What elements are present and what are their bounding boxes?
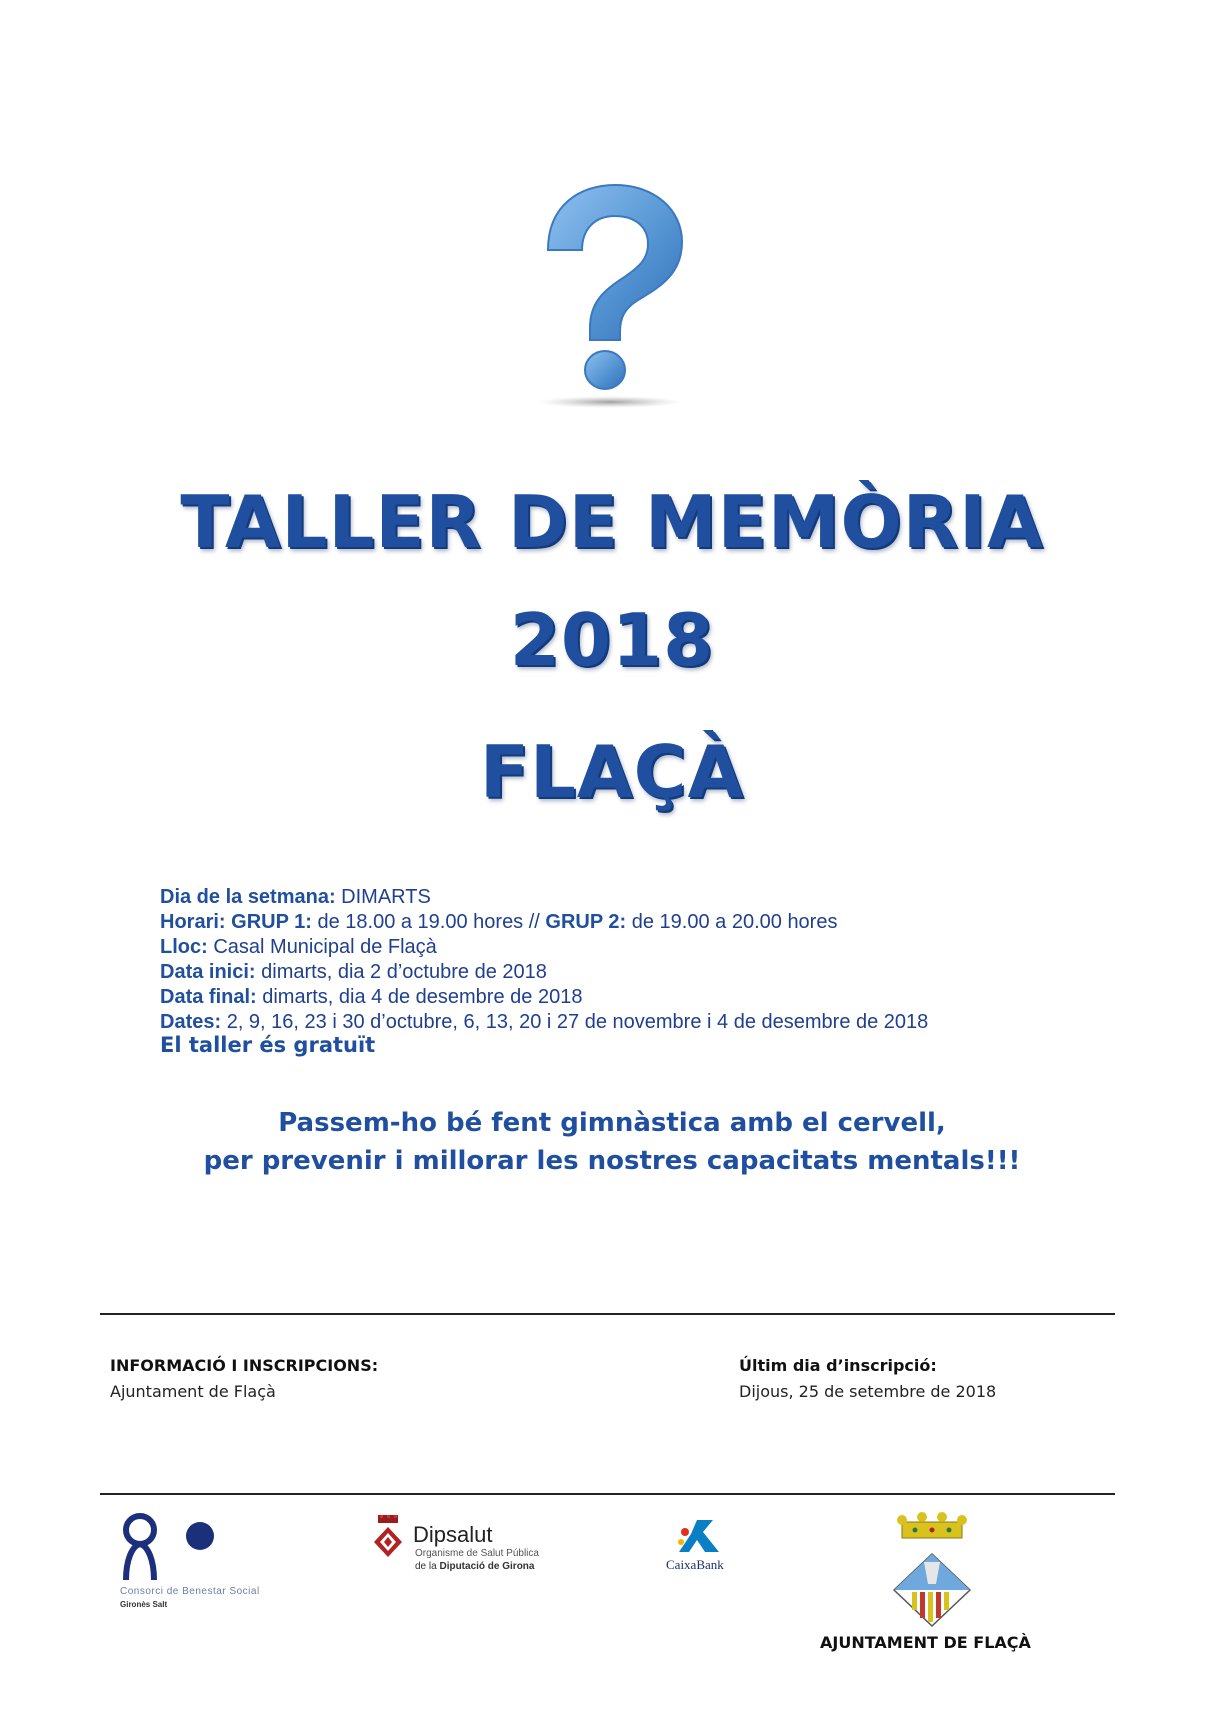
- dipsalut-subtitle-prefix: de la: [415, 1561, 440, 1572]
- detail-start-label: Data inici:: [160, 961, 256, 983]
- info-registration-value: Ajuntament de Flaçà: [110, 1382, 276, 1401]
- ajuntament-flaca-name: AJUNTAMENT DE FLAÇÀ: [820, 1633, 1031, 1652]
- question-mark-icon: [520, 180, 700, 420]
- detail-group2-value: de 19.00 a 20.00 hores: [626, 911, 838, 933]
- details-block: [160, 885, 1140, 1035]
- dipsalut-emblem-icon: [373, 1515, 403, 1561]
- detail-end-label: Data final:: [160, 986, 257, 1008]
- dipsalut-subtitle: Organisme de Salut Pública: [415, 1548, 539, 1559]
- deadline-label: Últim dia d’inscripció:: [739, 1356, 937, 1375]
- detail-place-value: Casal Municipal de Flaçà: [207, 936, 437, 958]
- consorci-name: Consorci de Benestar Social: [120, 1586, 260, 1597]
- detail-group1-label: GRUP 1:: [225, 911, 312, 933]
- divider-bottom: [100, 1493, 1115, 1495]
- deadline-value: Dijous, 25 de setembre de 2018: [739, 1382, 997, 1401]
- caixabank-name: CaixaBank: [666, 1557, 724, 1572]
- detail-start: [160, 960, 1140, 985]
- info-registration-label: INFORMACIÓ I INSCRIPCIONS:: [110, 1356, 379, 1375]
- detail-place-label: Lloc:: [160, 936, 208, 958]
- title-year: 2018: [509, 598, 715, 682]
- title-town: FLAÇÀ: [479, 730, 745, 814]
- caixabank-star-icon: [673, 1516, 727, 1556]
- detail-dates: [160, 1010, 1140, 1035]
- slogan-line-1: Passem-ho bé fent gimnàstica amb el cervell,: [278, 1108, 946, 1138]
- detail-place: [160, 935, 1140, 960]
- detail-schedule-label: Horari:: [160, 911, 226, 933]
- detail-group2-label: GRUP 2:: [545, 911, 627, 933]
- detail-start-value: dimarts, dia 2 d’octubre de 2018: [255, 961, 547, 983]
- detail-day-label: Dia de la setmana:: [160, 886, 336, 908]
- free-notice: El taller és gratuït: [160, 1033, 376, 1057]
- detail-group1-value: de 18.00 a 19.00 hores //: [311, 911, 546, 933]
- divider-top: [100, 1313, 1115, 1315]
- detail-end-value: dimarts, dia 4 de desembre de 2018: [256, 986, 583, 1008]
- dipsalut-subtitle-2: [415, 1561, 534, 1572]
- detail-dates-label: Dates:: [160, 1011, 222, 1033]
- detail-schedule: [160, 910, 1140, 935]
- title-line-1: TALLER DE MEMÒRIA: [180, 480, 1044, 564]
- dipsalut-subtitle-bold: Diputació de Girona: [439, 1561, 535, 1572]
- slogan-line-2: per prevenir i millorar les nostres capacitats mentals!!!: [203, 1146, 1021, 1176]
- flaca-coat-of-arms-icon: [890, 1512, 974, 1632]
- dipsalut-name: Dipsalut: [413, 1522, 493, 1547]
- detail-day: [160, 885, 1140, 910]
- detail-end: [160, 985, 1140, 1010]
- detail-day-value: DIMARTS: [335, 886, 431, 908]
- detail-dates-value: 2, 9, 16, 23 i 30 d’octubre, 6, 13, 20 i 27 de novembre i 4 de desembre de 2018: [221, 1011, 929, 1033]
- consorci-location: Gironès Salt: [120, 1600, 168, 1609]
